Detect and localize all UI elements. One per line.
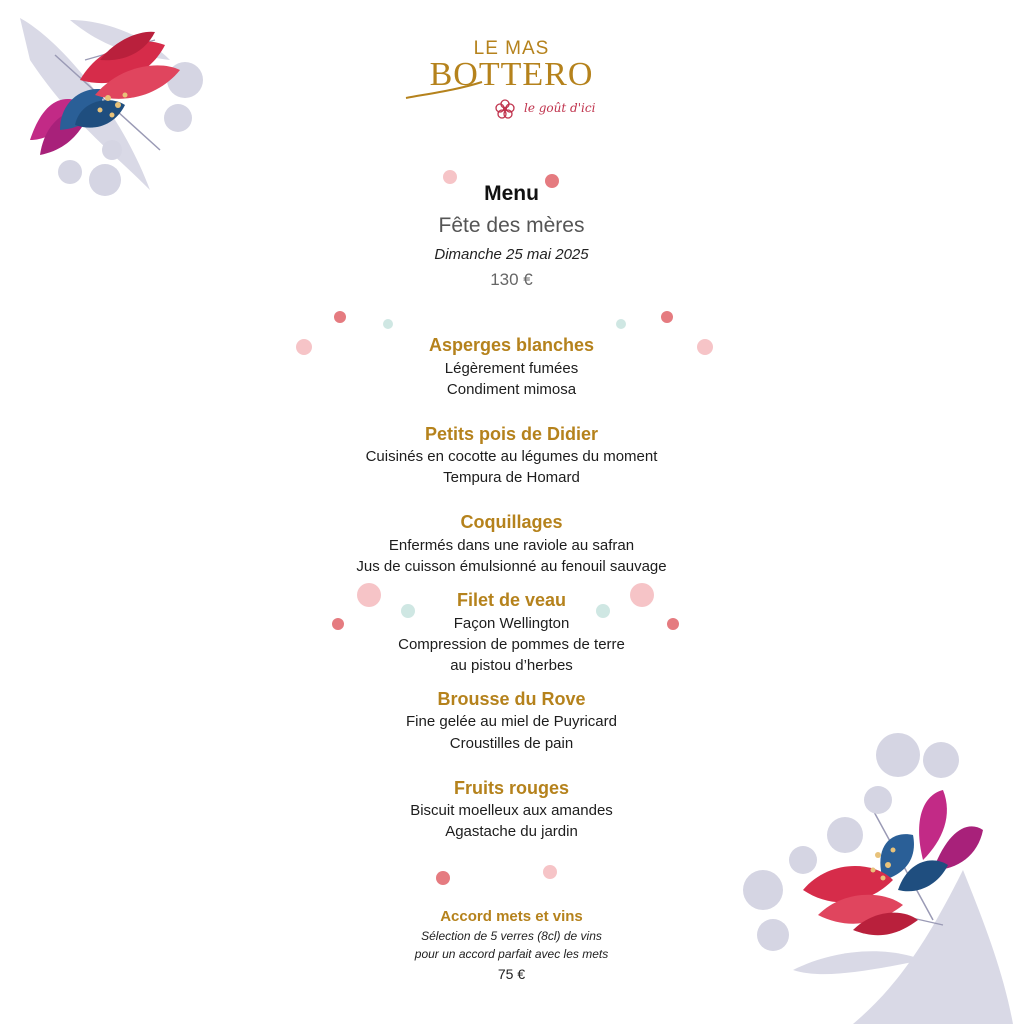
course-line: Légèrement fumées [444,360,579,377]
course-title: Coquillages [460,512,563,532]
course-title: Asperges blanches [428,335,595,355]
logo-swash [402,68,502,104]
logo-tagline [494,98,614,120]
course-title: Filet de veau [456,590,567,610]
course-line: Cuisinés en cocotte au légumes du moment [365,448,658,465]
course-line: Condiment mimosa [446,381,577,398]
event-date: Dimanche 25 mai 2025 [434,246,589,263]
logo-top-text: LE MAS [473,38,550,59]
course-title: Fruits rouges [453,778,569,798]
course-line: Croustilles de pain [449,735,574,752]
accord-price: 75 € [497,966,526,982]
accord-title: Accord mets et vins [440,908,583,925]
decorative-dots-bottom [0,860,1023,890]
course-line: Façon Wellington [453,615,570,632]
menu-title: Menu [484,182,539,205]
accord-line: pour un accord parfait avec les mets [414,947,609,961]
course-line: Tempura de Homard [443,469,580,486]
course-line: Jus de cuisson émulsionné au fenouil sauvage [356,558,667,575]
event-title: Fête des mères [438,214,585,237]
flower-logo-icon [494,98,516,120]
logo-main-text: BOTTERO [429,56,594,93]
logo-tagline-text: le goût d'ici [524,101,596,115]
course-line: Agastache du jardin [445,823,578,840]
course-line: Enfermés dans une raviole au safran [388,537,635,554]
menu-price: 130 € [490,270,533,289]
course-line: Fine gelée au miel de Puyricard [406,713,617,730]
accord-line: Sélection de 5 verres (8cl) de vins [421,929,602,943]
course-line: au pistou d’herbes [450,657,573,674]
course-line: Biscuit moelleux aux amandes [410,802,613,819]
course-line: Compression de pommes de terre [398,636,625,653]
course-title: Brousse du Rove [437,689,586,709]
course-title: Petits pois de Didier [424,424,599,444]
